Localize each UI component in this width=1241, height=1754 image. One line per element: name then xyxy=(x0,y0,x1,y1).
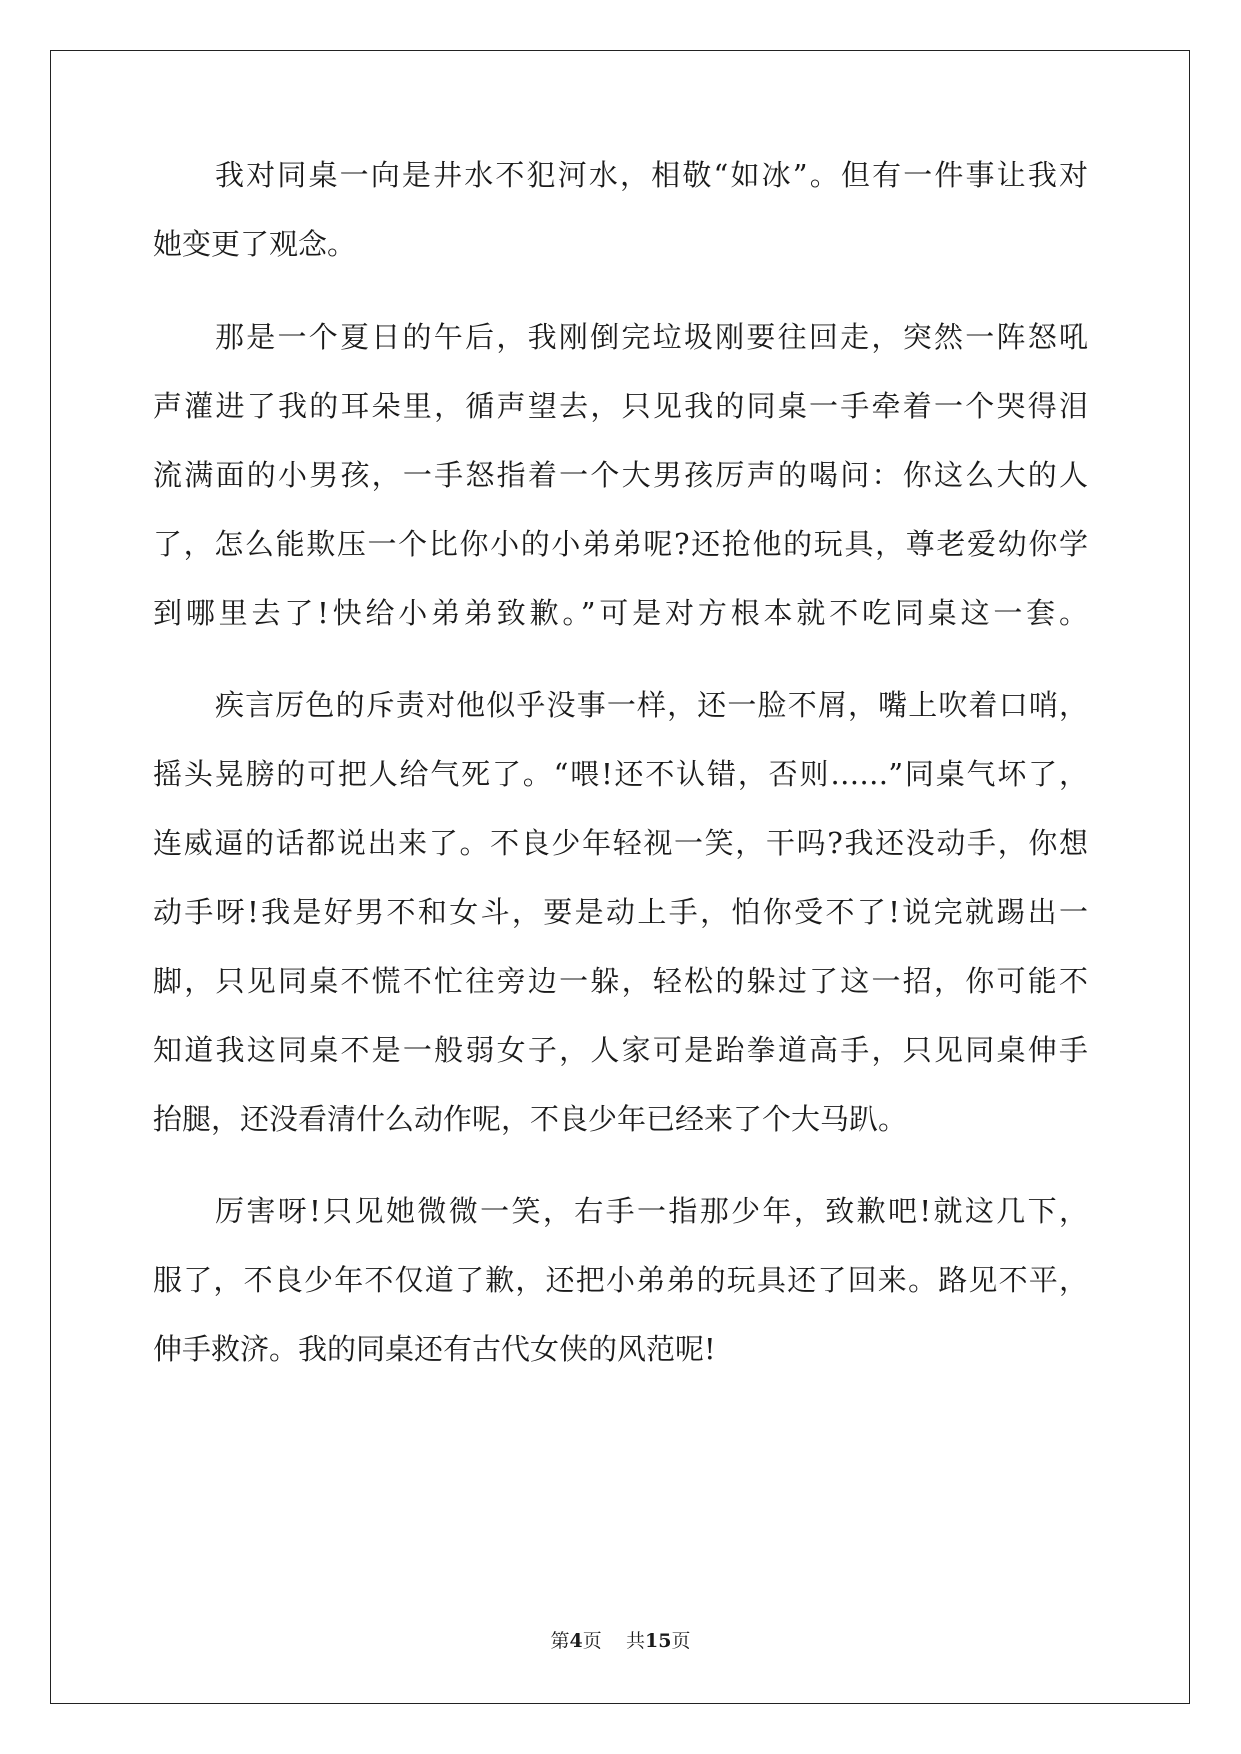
page-border xyxy=(50,50,1190,1704)
text-line: 了，怎么能欺压一个比你小的小弟弟呢?还抢他的玩具，尊老爱幼你学 xyxy=(153,527,1088,561)
text-line: 厉害呀!只见她微微一笑，右手一指那少年，致歉吧!就这几下， xyxy=(215,1194,1088,1228)
footer-prefix: 第 xyxy=(550,1630,570,1652)
page-footer xyxy=(0,1628,1241,1654)
text-line: 脚，只见同桌不慌不忙往旁边一躲，轻松的躲过了这一招，你可能不 xyxy=(153,964,1088,998)
text-line: 到哪里去了!快给小弟弟致歉。”可是对方根本就不吃同桌这一套。 xyxy=(153,596,1088,630)
footer-total-suffix: 页 xyxy=(671,1630,691,1652)
current-page-number: 4 xyxy=(569,1630,583,1652)
footer-total-prefix: 共 xyxy=(625,1630,645,1652)
text-line: 声灌进了我的耳朵里，循声望去，只见我的同桌一手牵着一个哭得泪 xyxy=(153,389,1088,423)
text-line: 抬腿，还没看清什么动作呢，不良少年已经来了个大马趴。 xyxy=(153,1102,908,1136)
text-line: 服了，不良少年不仅道了歉，还把小弟弟的玩具还了回来。路见不平， xyxy=(153,1263,1088,1297)
text-line: 疾言厉色的斥责对他似乎没事一样，还一脸不屑，嘴上吹着口哨， xyxy=(215,688,1088,722)
text-line: 摇头晃膀的可把人给气死了。“喂!还不认错，否则……”同桌气坏了， xyxy=(153,757,1088,791)
text-line: 我对同桌一向是井水不犯河水，相敬“如冰”。但有一件事让我对 xyxy=(215,158,1088,192)
text-line: 那是一个夏日的午后，我刚倒完垃圾刚要往回走，突然一阵怒吼 xyxy=(215,320,1088,354)
text-line: 流满面的小男孩，一手怒指着一个大男孩厉声的喝问：你这么大的人 xyxy=(153,458,1088,492)
text-line: 连威逼的话都说出来了。不良少年轻视一笑，干吗?我还没动手，你想 xyxy=(153,826,1088,860)
total-pages-number: 15 xyxy=(644,1630,672,1652)
text-line: 她变更了观念。 xyxy=(153,227,357,261)
text-line: 知道我这同桌不是一般弱女子，人家可是跆拳道高手，只见同桌伸手 xyxy=(153,1033,1088,1067)
footer-page-suffix: 页 xyxy=(582,1630,602,1652)
text-line: 伸手救济。我的同桌还有古代女侠的风范呢! xyxy=(153,1332,716,1366)
text-line: 动手呀!我是好男不和女斗，要是动上手，怕你受不了!说完就踢出一 xyxy=(153,895,1088,929)
